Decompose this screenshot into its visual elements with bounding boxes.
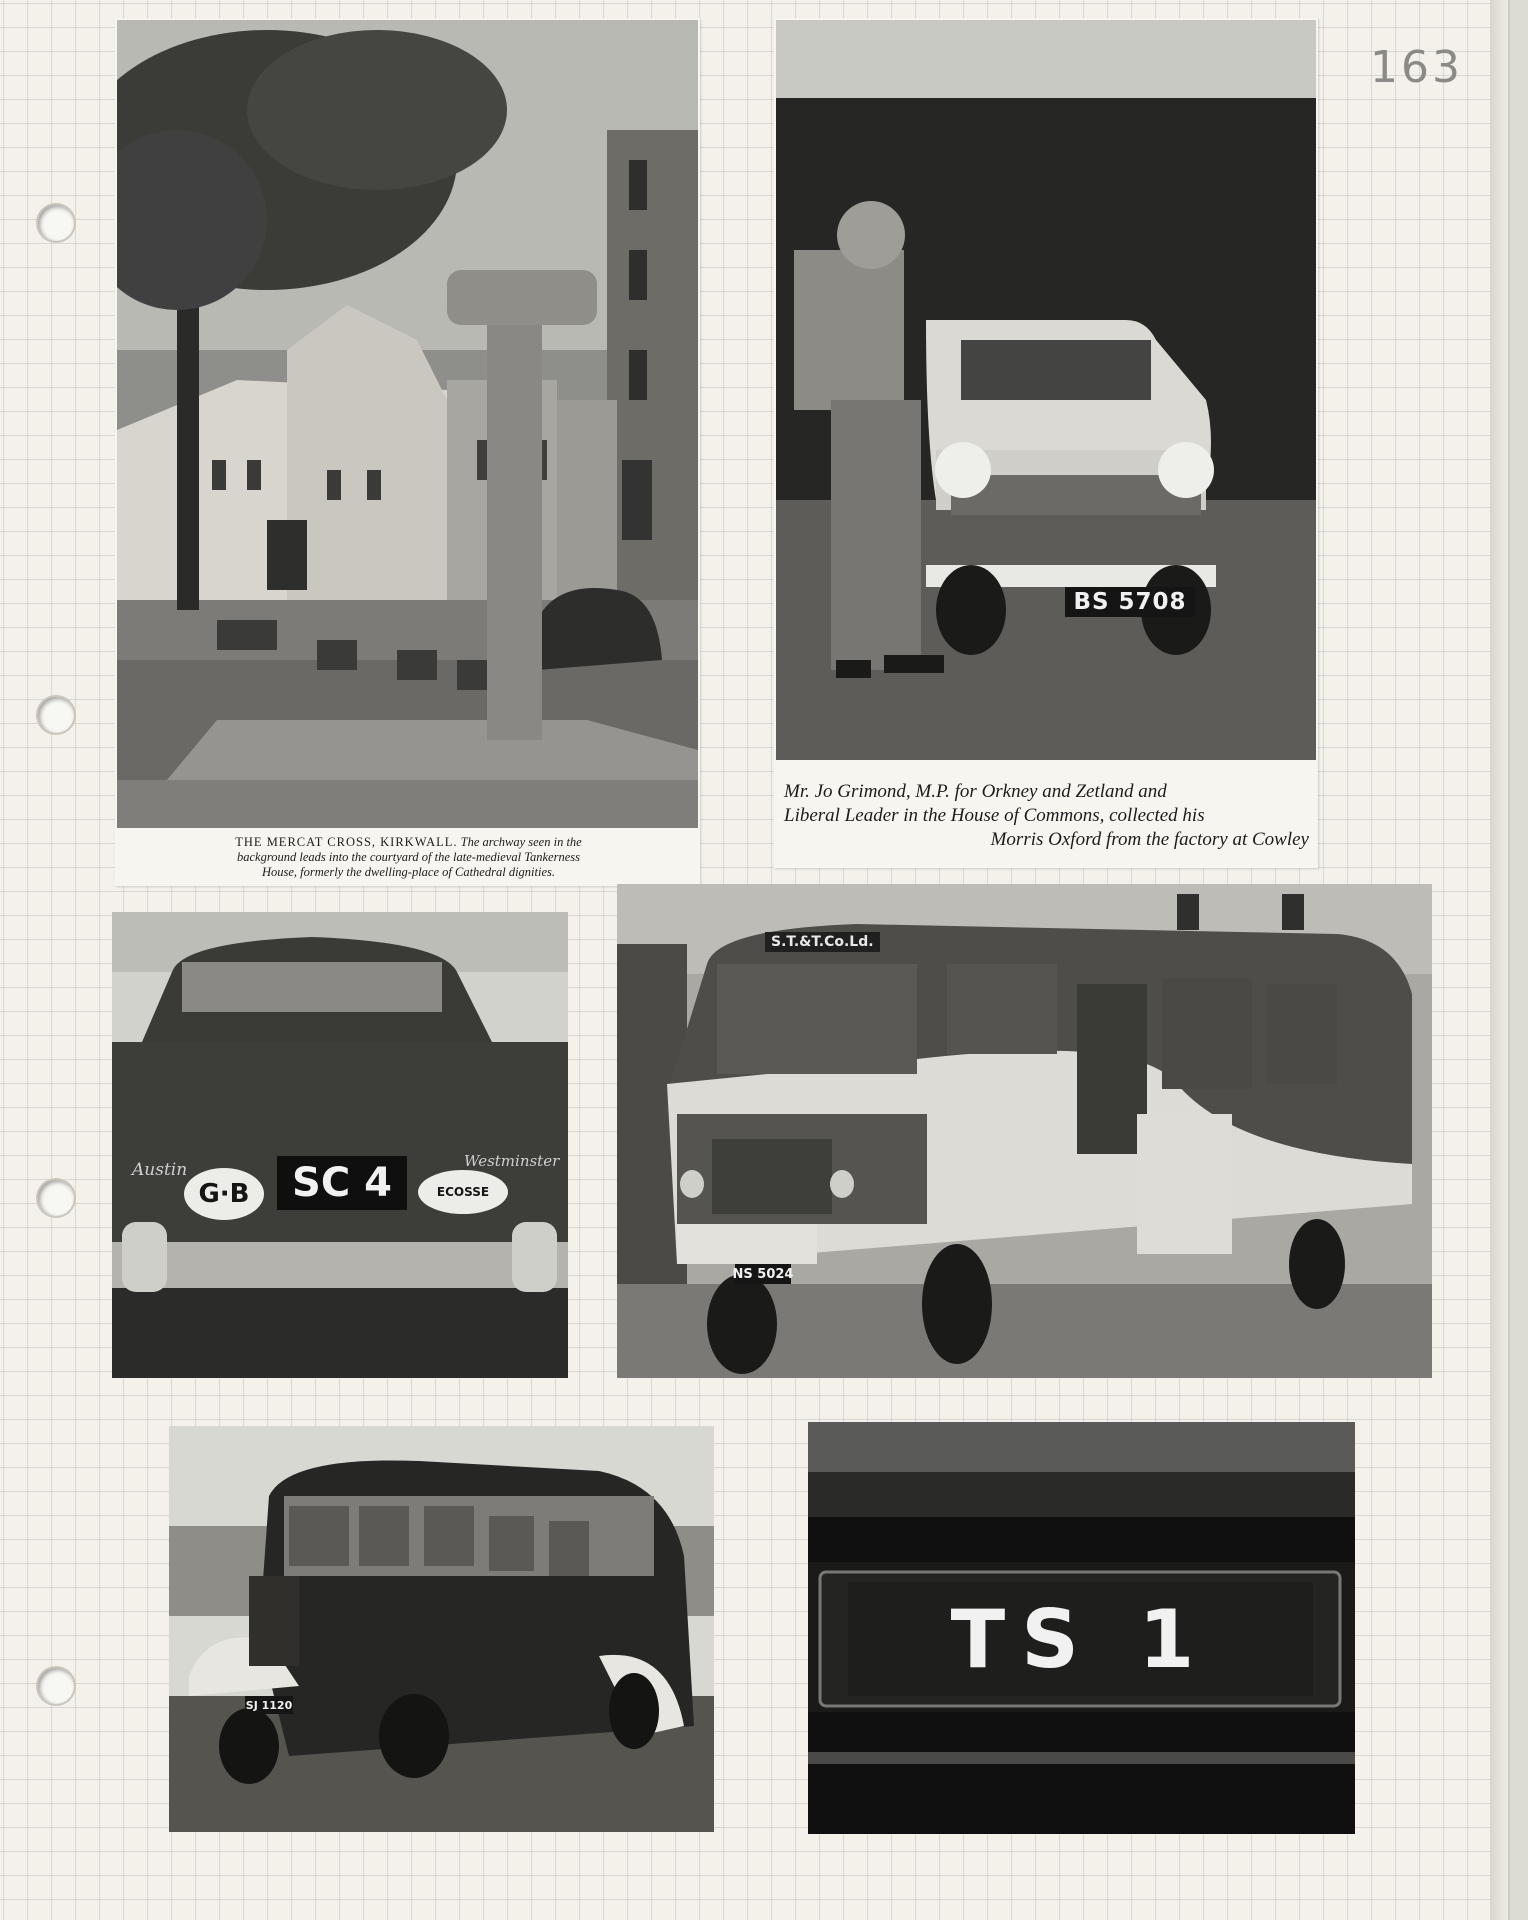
ts1-plate-photo [808,1422,1355,1834]
austin-rear-photo [112,912,568,1378]
mercat-cross-clipping [115,18,700,886]
austin-script: Austin [132,1160,188,1180]
ecosse-badge: ECOSSE [418,1170,508,1214]
punch-hole [38,1668,74,1704]
grimond-photo [776,20,1316,760]
grimond-caption [784,780,1309,852]
license-plate: SC 4 [277,1156,407,1210]
minibus-photo [617,884,1432,1378]
grimond-clipping [774,18,1318,868]
punch-hole [38,1180,74,1216]
caption-line: Mr. Jo Grimond, M.P. for Orkney and Zetland and [784,781,1167,802]
mercat-cross-photo [117,20,698,828]
gb-badge: G·B [184,1168,264,1220]
destination-sign: S.T.&T.Co.Ld. [765,932,880,952]
mercat-cross-caption [121,835,696,880]
caption-line: The archway seen in the [460,835,582,849]
page-number: 163 [1370,42,1463,93]
caption-title: THE MERCAT CROSS, KIRKWALL. [235,835,458,849]
caption-line: Liberal Leader in the House of Commons, collected his [784,805,1205,826]
punch-hole [38,205,74,241]
caption-line: House, formerly the dwelling-place of Cathedral dignities. [261,865,556,879]
license-plate: SJ 1120 [245,1696,293,1714]
westminster-script: Westminster [464,1152,560,1170]
license-plate: TS 1 [848,1582,1313,1696]
caption-line: Morris Oxford from the factory at Cowley [990,829,1309,850]
caption-line: background leads into the courtyard of the late-medieval Tankerness [237,850,580,864]
page-edge [1490,0,1508,1920]
license-plate: NS 5024 [735,1264,791,1284]
license-plate: BS 5708 [1065,587,1195,617]
punch-hole [38,697,74,733]
coach-photo [169,1426,714,1832]
